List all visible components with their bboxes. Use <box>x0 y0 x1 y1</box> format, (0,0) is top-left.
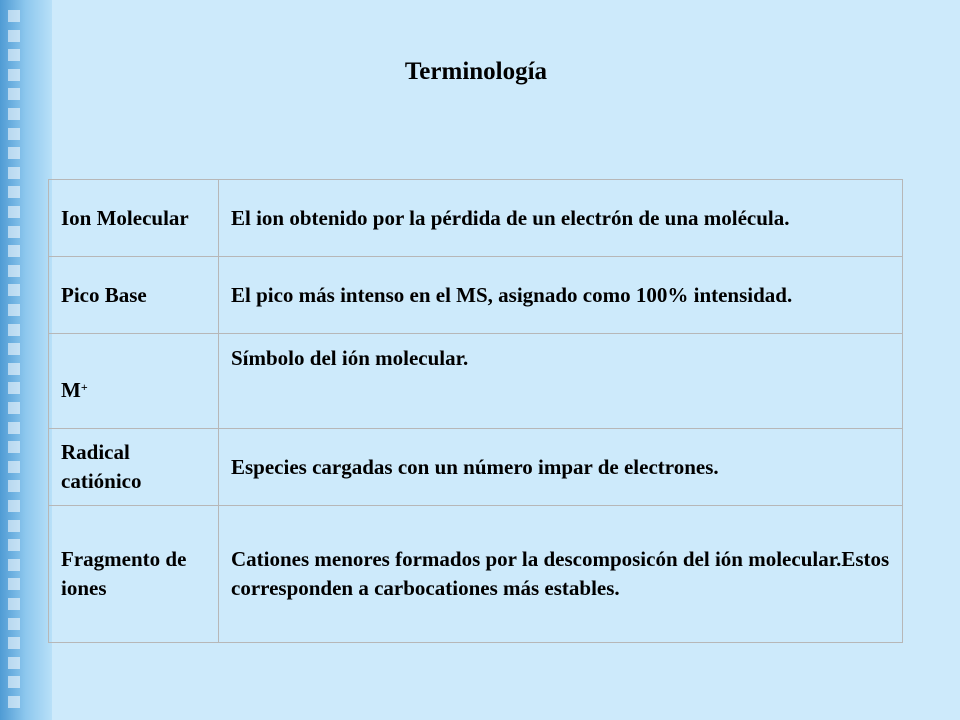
table-row <box>49 429 903 506</box>
decorative-square <box>8 206 20 218</box>
charge-superscript: + <box>80 379 88 394</box>
decorative-square <box>8 402 20 414</box>
decorative-square <box>8 10 20 22</box>
table-row <box>49 257 903 334</box>
term-symbol: M <box>61 377 81 402</box>
decorative-square <box>8 461 20 473</box>
decorative-square <box>8 618 20 630</box>
definition-cell: El pico más intenso en el MS, asignado como 100% intensidad. <box>219 257 903 334</box>
decorative-square <box>8 167 20 179</box>
decorative-square <box>8 343 20 355</box>
term-cell: Fragmento de iones <box>49 506 219 643</box>
table-row <box>49 180 903 257</box>
decorative-square <box>8 578 20 590</box>
decorative-square <box>8 128 20 140</box>
decorative-square <box>8 147 20 159</box>
table-row <box>49 334 903 429</box>
decorative-square <box>8 30 20 42</box>
decorative-square <box>8 88 20 100</box>
decorative-square <box>8 696 20 708</box>
term-cell <box>49 334 219 429</box>
decorative-square <box>8 422 20 434</box>
decorative-square <box>8 480 20 492</box>
definition-cell: Símbolo del ión molecular. <box>219 334 903 429</box>
term-cell: Ion Molecular <box>49 180 219 257</box>
slide-title <box>0 58 960 86</box>
table-row <box>49 506 903 643</box>
decorative-square <box>8 363 20 375</box>
definition-cell: Cationes menores formados por la descomposicón del ión molecular.Estos corresponden a carbocationes más estables. <box>219 506 903 643</box>
decorative-square <box>8 520 20 532</box>
decorative-square <box>8 637 20 649</box>
definition-cell: Especies cargadas con un número impar de electrones. <box>219 429 903 506</box>
decorative-square <box>8 284 20 296</box>
decorative-square <box>8 324 20 336</box>
decorative-square <box>8 559 20 571</box>
decorative-square <box>8 108 20 120</box>
decorative-square <box>8 382 20 394</box>
decorative-square <box>8 500 20 512</box>
term-cell: Pico Base <box>49 257 219 334</box>
decorative-square-pattern <box>0 0 52 720</box>
decorative-square <box>8 304 20 316</box>
term-cell: Radical catiónico <box>49 429 219 506</box>
decorative-square <box>8 676 20 688</box>
slide-title-text: Terminología <box>404 58 548 85</box>
decorative-square <box>8 245 20 257</box>
decorative-square <box>8 657 20 669</box>
decorative-square <box>8 186 20 198</box>
decorative-square <box>8 226 20 238</box>
terminology-table <box>48 179 903 643</box>
definition-cell: El ion obtenido por la pérdida de un electrón de una molécula. <box>219 180 903 257</box>
decorative-square <box>8 598 20 610</box>
decorative-square <box>8 441 20 453</box>
decorative-square <box>8 539 20 551</box>
decorative-square <box>8 265 20 277</box>
